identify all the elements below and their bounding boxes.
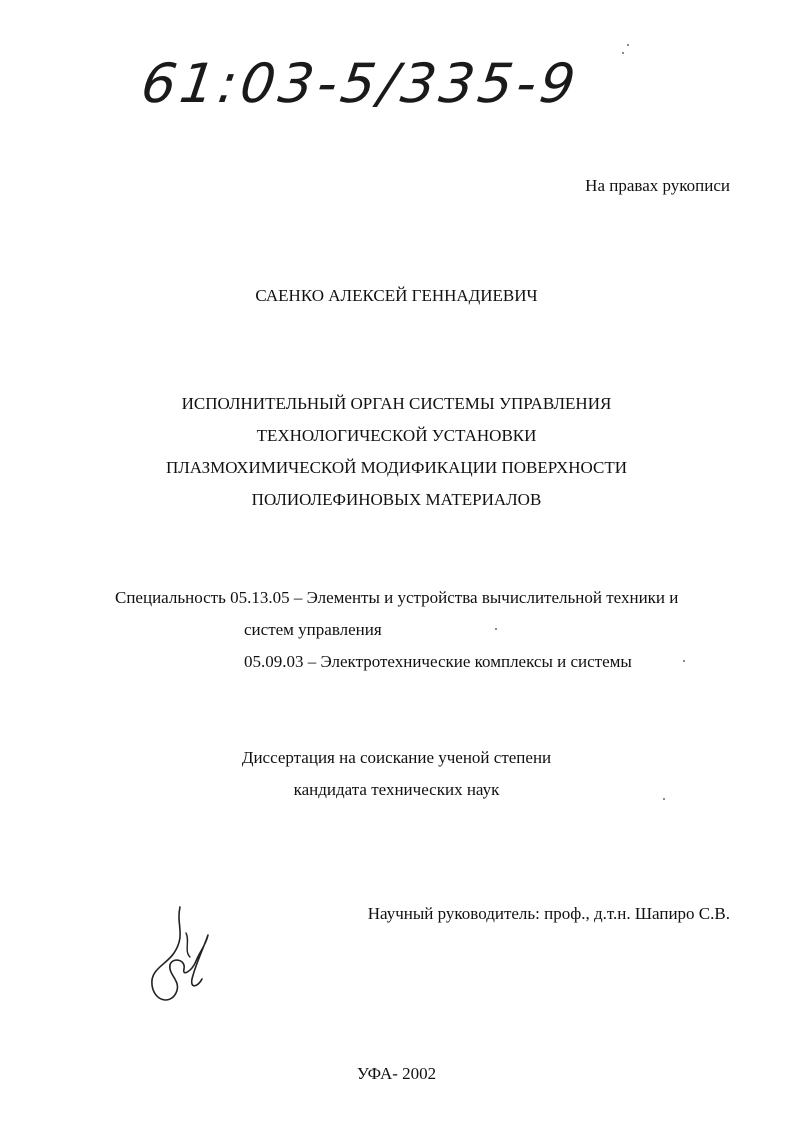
specialty-line: систем управления	[244, 620, 382, 639]
specialty-block	[115, 582, 678, 678]
author-name: САЕНКО АЛЕКСЕЙ ГЕННАДИЕВИЧ	[255, 286, 538, 305]
manuscript-rights-note: На правах рукописи	[585, 176, 730, 195]
scan-speck	[627, 44, 629, 46]
place-and-year: УФА- 2002	[356, 1064, 437, 1083]
scan-speck	[683, 660, 685, 662]
degree-line: кандидата технических наук	[293, 780, 500, 799]
handwritten-catalog-number: 61:03-5/335-9	[137, 52, 584, 115]
degree-block	[0, 742, 793, 806]
degree-line: Диссертация на соискание ученой степени	[241, 748, 552, 767]
scan-speck	[622, 52, 624, 54]
scan-speck	[495, 628, 497, 630]
scientific-supervisor: Научный руководитель: проф., д.т.н. Шапиро С.В.	[367, 904, 730, 923]
handwritten-signature	[146, 905, 216, 1015]
specialty-line: 05.09.03 – Электротехнические комплексы и системы	[244, 652, 632, 671]
title-line: ПЛАЗМОХИМИЧЕСКОЙ МОДИФИКАЦИИ ПОВЕРХНОСТИ	[165, 458, 628, 477]
signature-icon	[146, 905, 216, 1010]
scan-speck	[663, 798, 665, 800]
title-line: ПОЛИОЛЕФИНОВЫХ МАТЕРИАЛОВ	[251, 490, 542, 509]
title-line: ТЕХНОЛОГИЧЕСКОЙ УСТАНОВКИ	[256, 426, 537, 445]
specialty-line: Специальность 05.13.05 – Элементы и устройства вычислительной техники и	[115, 588, 679, 607]
title-line: ИСПОЛНИТЕЛЬНЫЙ ОРГАН СИСТЕМЫ УПРАВЛЕНИЯ	[181, 394, 612, 413]
dissertation-title	[0, 388, 793, 516]
